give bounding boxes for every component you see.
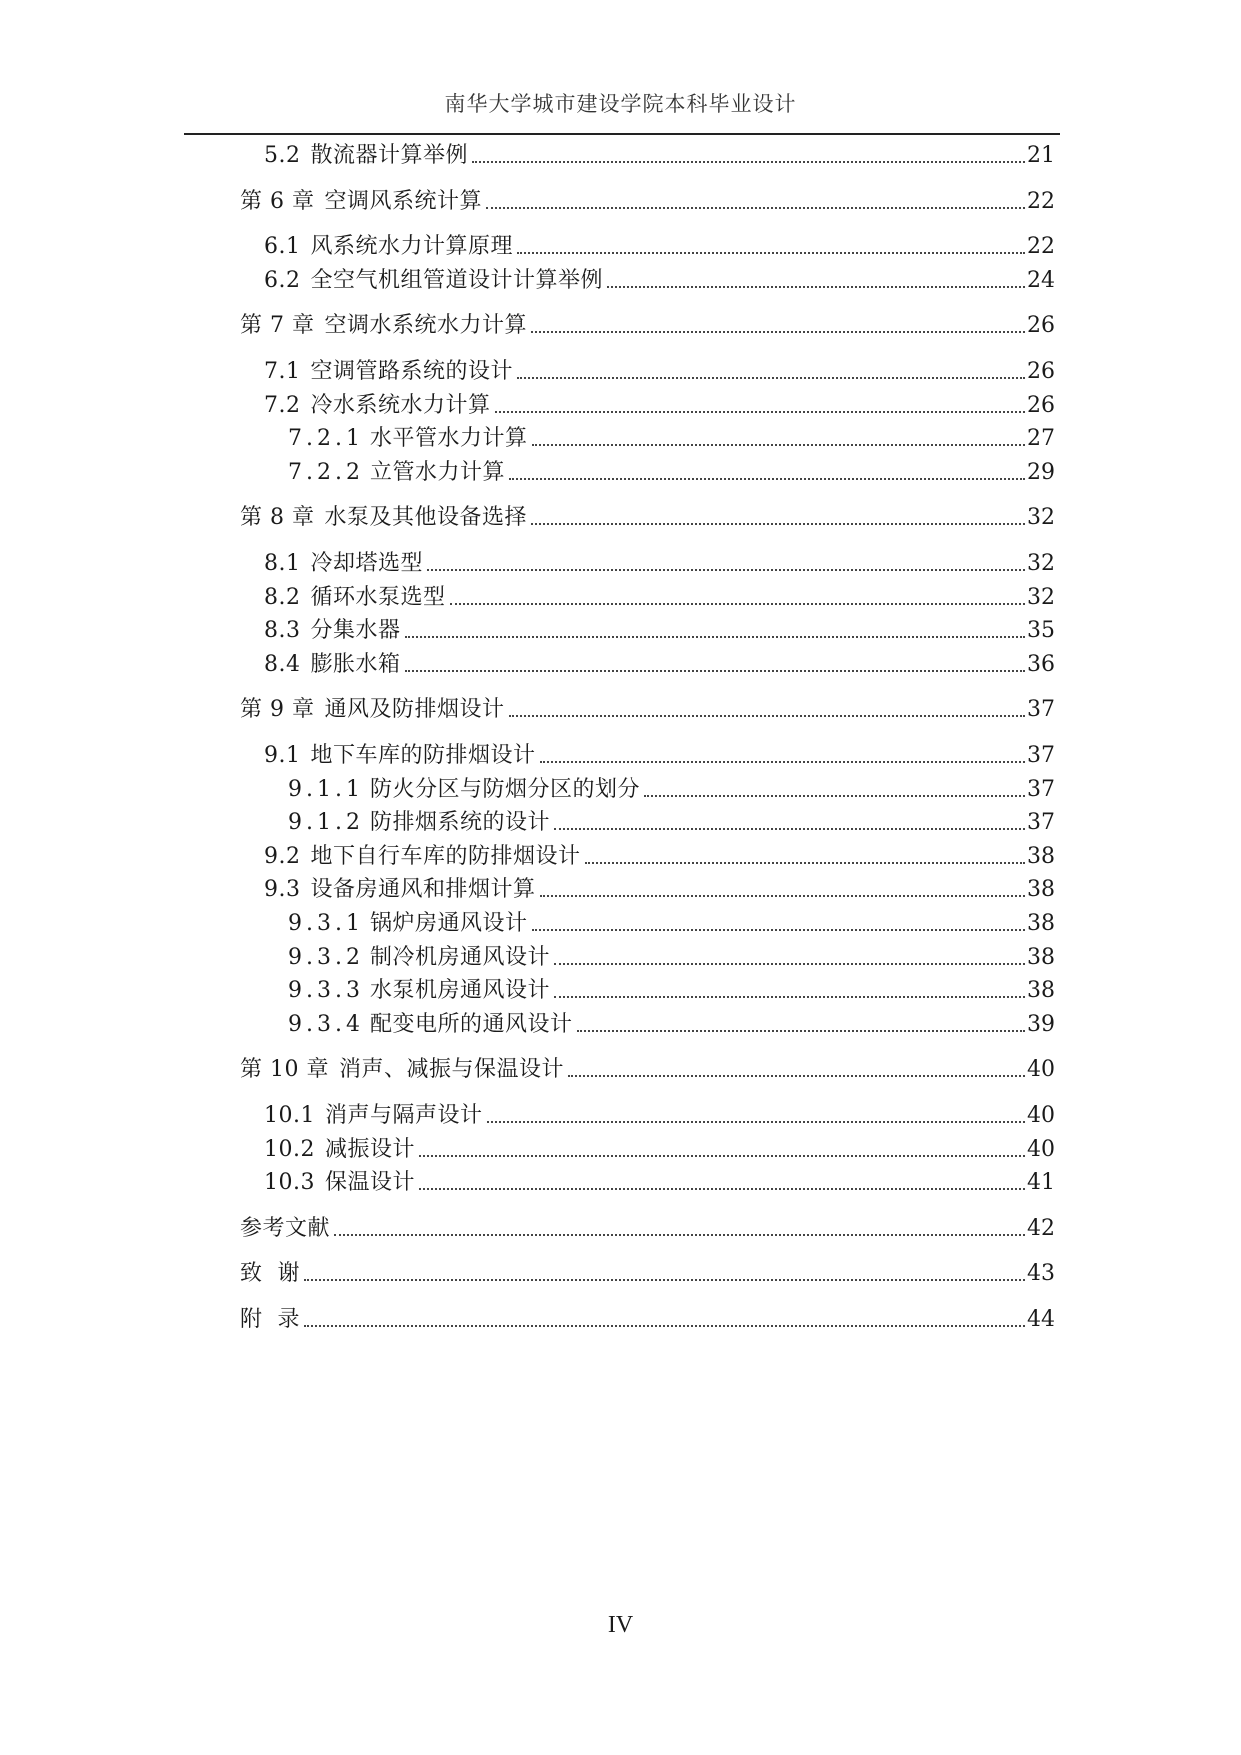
toc-entry-number: 9.3 [264, 877, 301, 903]
toc-leader-dots [495, 411, 1025, 413]
toc-entry-title: 循环水泵选型 [310, 584, 446, 610]
toc-entry[interactable] [264, 549, 1055, 579]
toc-leader-dots [540, 895, 1025, 897]
toc-entry-label [240, 503, 527, 533]
toc-entry-title: 全空气机组管道设计计算举例 [310, 267, 604, 293]
toc-entry-page: 32 [1027, 505, 1055, 531]
toc-entry-label [264, 741, 536, 771]
toc-entry[interactable] [264, 875, 1055, 905]
toc-entry[interactable] [264, 1101, 1055, 1131]
toc-entry-page: 43 [1027, 1261, 1055, 1287]
toc-leader-dots [644, 795, 1025, 797]
toc-leader-dots [486, 207, 1025, 209]
toc-entry-title: 减振设计 [324, 1136, 415, 1162]
toc-entry-label [240, 695, 505, 725]
toc-entry-title: 地下自行车库的防排烟设计 [310, 843, 581, 869]
toc-entry[interactable] [264, 650, 1055, 680]
toc-entry[interactable] [288, 909, 1055, 939]
toc-entry-title: 空调管路系统的设计 [310, 359, 514, 384]
toc-entry-label [264, 266, 603, 296]
toc-entry-title: 冷却塔选型 [310, 551, 424, 576]
toc-entry-number: 7.2 [264, 392, 301, 418]
toc-entry[interactable] [264, 741, 1055, 771]
toc-entry-title: 水平管水力计算 [369, 426, 528, 452]
toc-entry-title: 防排烟系统的设计 [369, 810, 550, 836]
toc-entry-label [288, 909, 528, 939]
toc-entry-number: 7.2.2 [288, 459, 364, 485]
toc-leader-dots [472, 161, 1025, 163]
toc-entry-label [288, 808, 550, 838]
toc-entry-number: 第 9 章 [240, 697, 315, 723]
toc-entry-label [264, 549, 423, 579]
toc-entry-title: 地下车库的防排烟设计 [310, 743, 536, 768]
toc-leader-dots [585, 862, 1025, 864]
toc-entry-page: 39 [1027, 1011, 1055, 1037]
toc-entry-number: 第 6 章 [240, 188, 315, 214]
toc-entry-number: 9.2 [264, 843, 301, 869]
toc-entry-title: 通风及防排烟设计 [324, 697, 505, 723]
toc-leader-dots [509, 478, 1025, 480]
toc-entry-page: 38 [1027, 911, 1055, 936]
toc-entry-label [240, 187, 482, 217]
toc-entry-number: 9.1 [264, 743, 301, 768]
toc-entry-label [240, 1055, 564, 1085]
toc-leader-dots [427, 569, 1025, 571]
toc-leader-dots [531, 523, 1025, 525]
toc-entry-title: 附 录 [240, 1307, 300, 1332]
toc-entry-title: 散流器计算举例 [310, 143, 469, 168]
toc-entry-label [288, 943, 550, 973]
toc-entry-number: 6.1 [264, 234, 301, 260]
toc-entry-number: 9.3.4 [288, 1011, 364, 1037]
page-number: IV [607, 1612, 634, 1638]
toc-entry-title: 制冷机房通风设计 [369, 944, 550, 970]
toc-entry[interactable] [288, 976, 1055, 1006]
toc-entry-title: 消声与隔声设计 [324, 1103, 483, 1128]
toc-entry-number: 5.2 [264, 143, 301, 168]
toc-entry-page: 32 [1027, 584, 1055, 610]
toc-entry[interactable] [240, 1259, 1055, 1289]
toc-entry-number: 9.3.1 [288, 911, 364, 936]
toc-entry[interactable] [240, 1055, 1055, 1085]
toc-leader-dots [517, 377, 1025, 379]
toc-entry-label [240, 1259, 300, 1289]
toc-leader-dots [540, 761, 1025, 763]
toc-entry-page: 38 [1027, 877, 1055, 903]
toc-entry-label [264, 357, 513, 387]
toc-entry-number: 7.2.1 [288, 426, 364, 452]
toc-entry-number: 9.3.2 [288, 944, 364, 970]
toc-leader-dots [405, 636, 1025, 638]
toc-entry-page: 24 [1027, 267, 1055, 293]
toc-entry-page: 22 [1027, 188, 1055, 214]
toc-entry-page: 29 [1027, 459, 1055, 485]
toc-entry-label [288, 458, 505, 488]
toc-entry-title: 锅炉房通风设计 [369, 911, 528, 936]
toc-entry[interactable] [264, 141, 1055, 171]
toc-entry-number: 第 8 章 [240, 505, 315, 531]
toc-entry[interactable] [264, 391, 1055, 421]
toc-entry-page: 40 [1027, 1057, 1055, 1083]
toc-entry-label [288, 424, 528, 454]
toc-entry-label [264, 842, 581, 872]
toc-leader-dots [334, 1234, 1025, 1236]
toc-entry-page: 40 [1027, 1103, 1055, 1128]
running-header: 南华大学城市建设学院本科毕业设计 [444, 92, 797, 116]
toc-entry-number: 第 7 章 [240, 313, 315, 339]
toc-entry-title: 致 谢 [240, 1261, 300, 1287]
toc-entry[interactable] [288, 458, 1055, 488]
toc-entry-label [264, 391, 491, 421]
toc-leader-dots [487, 1121, 1026, 1123]
toc-entry-label [288, 775, 640, 805]
toc-entry-page: 42 [1027, 1215, 1055, 1241]
toc-entry-page: 22 [1027, 234, 1055, 260]
toc-entry-page: 36 [1027, 651, 1055, 677]
toc-entry-label [264, 650, 401, 680]
toc-entry-page: 35 [1027, 618, 1055, 644]
toc-entry[interactable] [264, 583, 1055, 613]
toc-entry[interactable] [240, 187, 1055, 217]
toc-entry-page: 32 [1027, 551, 1055, 576]
toc-entry[interactable] [264, 842, 1055, 872]
toc-entry-title: 立管水力计算 [369, 459, 505, 485]
toc-entry[interactable] [288, 808, 1055, 838]
toc-entry-number: 9.1.2 [288, 810, 364, 836]
toc-entry-label [264, 583, 446, 613]
toc-entry-title: 分集水器 [310, 618, 401, 644]
toc-leader-dots [607, 286, 1025, 288]
toc-entry-title: 配变电所的通风设计 [369, 1011, 573, 1037]
toc-entry-page: 26 [1027, 359, 1055, 384]
toc-entry-number: 8.1 [264, 551, 301, 576]
toc-leader-dots [554, 828, 1025, 830]
toc-leader-dots [532, 929, 1026, 931]
toc-entry[interactable] [264, 232, 1055, 262]
toc-entry[interactable] [240, 1214, 1055, 1244]
toc-entry-number: 10.1 [264, 1103, 315, 1128]
toc-leader-dots [419, 1188, 1025, 1190]
toc-leader-dots [532, 444, 1026, 446]
toc-entry-label [264, 232, 513, 262]
toc-entry-label [264, 875, 536, 905]
toc-entry-label [240, 1214, 330, 1244]
toc-entry-page: 38 [1027, 944, 1055, 970]
toc-entry-page: 27 [1027, 426, 1055, 452]
toc-leader-dots [554, 996, 1025, 998]
toc-entry-number: 8.4 [264, 651, 301, 677]
toc-entry-title: 膨胀水箱 [310, 651, 401, 677]
toc-entry-title: 水泵及其他设备选择 [324, 505, 527, 531]
toc-entry[interactable] [240, 695, 1055, 725]
toc-entry-page: 37 [1027, 810, 1055, 836]
toc-entry-title: 保温设计 [324, 1170, 415, 1196]
toc-entry-page: 38 [1027, 978, 1055, 1004]
toc-entry-label [288, 1010, 573, 1040]
toc-entry-number: 7.1 [264, 359, 301, 384]
toc-entry-page: 38 [1027, 843, 1055, 869]
toc-entry[interactable] [288, 1010, 1055, 1040]
toc-entry-number: 9.1.1 [288, 776, 364, 802]
toc-entry-title: 设备房通风和排烟计算 [310, 877, 536, 903]
toc-entry-page: 37 [1027, 776, 1055, 802]
toc-leader-dots [577, 1030, 1026, 1032]
toc-entry[interactable] [240, 311, 1055, 341]
toc-leader-dots [531, 331, 1025, 333]
toc-entry-page: 26 [1027, 392, 1055, 418]
toc-entry-number: 8.2 [264, 584, 301, 610]
toc-leader-dots [405, 670, 1025, 672]
toc-entry-label [288, 976, 550, 1006]
toc-entry-label [240, 311, 527, 341]
toc-entry-number: 6.2 [264, 267, 301, 293]
toc-entry[interactable] [264, 1135, 1055, 1165]
toc-entry-page: 37 [1027, 743, 1055, 768]
toc-entry-title: 空调水系统水力计算 [324, 313, 527, 339]
toc-entry[interactable] [288, 943, 1055, 973]
toc-entry-title: 空调风系统计算 [324, 188, 482, 214]
toc-entry-page: 40 [1027, 1136, 1055, 1162]
toc-leader-dots [304, 1325, 1025, 1327]
toc-entry-title: 冷水系统水力计算 [310, 392, 491, 418]
toc-entry-label [264, 1101, 483, 1131]
toc-leader-dots [517, 252, 1025, 254]
toc-entry[interactable] [288, 424, 1055, 454]
toc-entry[interactable] [264, 357, 1055, 387]
toc-entry-label [240, 1305, 300, 1335]
toc-entry[interactable] [240, 1305, 1055, 1335]
toc-entry-page: 44 [1027, 1307, 1055, 1332]
toc-leader-dots [554, 963, 1025, 965]
toc-entry-label [264, 616, 401, 646]
toc-entry-number: 10.2 [264, 1136, 315, 1162]
toc-entry-number: 10.3 [264, 1170, 315, 1196]
toc-entry-label [264, 1135, 415, 1165]
toc-leader-dots [509, 715, 1026, 717]
toc-entry[interactable] [264, 266, 1055, 296]
toc-entry-page: 26 [1027, 313, 1055, 339]
toc-entry-page: 21 [1027, 143, 1055, 168]
toc-entry-title: 防火分区与防烟分区的划分 [369, 776, 640, 802]
toc-entry-label [264, 1168, 415, 1198]
toc-entry[interactable] [264, 1168, 1055, 1198]
toc-leader-dots [450, 603, 1025, 605]
toc-entry[interactable] [288, 775, 1055, 805]
toc-entry-title: 参考文献 [240, 1215, 331, 1241]
toc-leader-dots [419, 1155, 1025, 1157]
toc-entry-page: 41 [1027, 1170, 1055, 1196]
toc-entry-title: 水泵机房通风设计 [369, 978, 550, 1004]
toc-leader-dots [304, 1279, 1025, 1281]
toc-entry-number: 8.3 [264, 618, 301, 644]
toc-entry-page: 37 [1027, 697, 1055, 723]
toc-entry-label [264, 141, 468, 171]
toc-leader-dots [568, 1075, 1025, 1077]
toc-entry[interactable] [264, 616, 1055, 646]
toc-entry-title: 消声、减振与保温设计 [338, 1057, 564, 1083]
toc-entry-title: 风系统水力计算原理 [310, 234, 514, 260]
toc-entry-number: 第 10 章 [240, 1057, 329, 1083]
toc-entry[interactable] [240, 503, 1055, 533]
toc-entry-number: 9.3.3 [288, 978, 364, 1004]
